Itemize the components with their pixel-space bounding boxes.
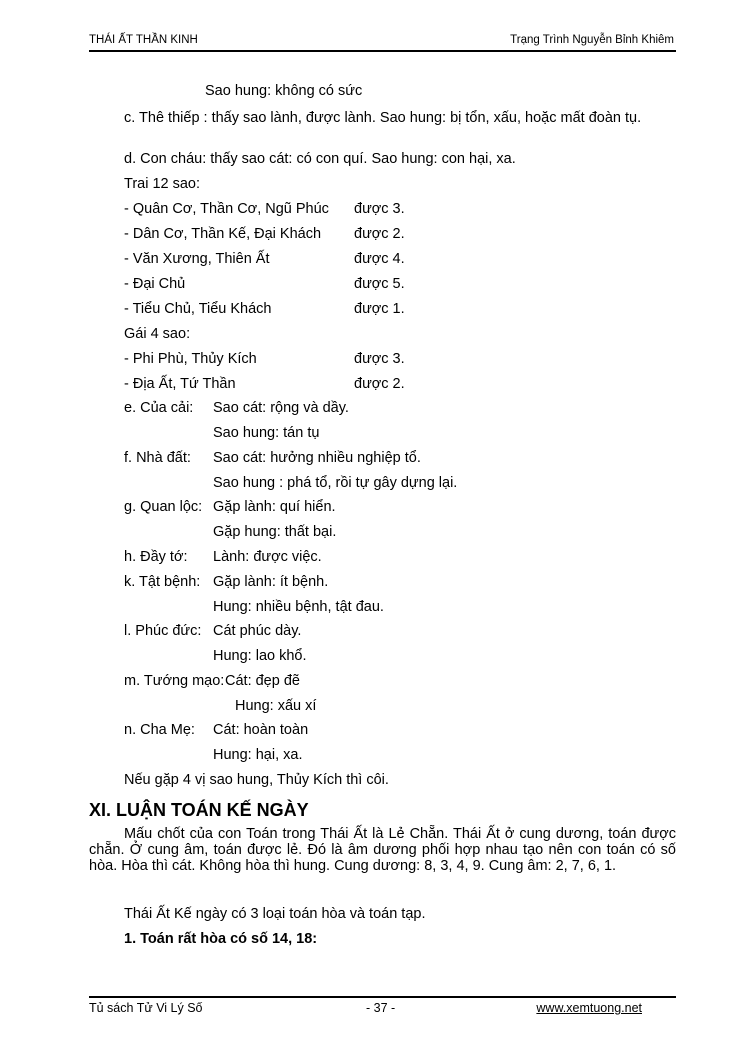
trai-row-value: được 5. (354, 276, 405, 292)
trai-row-value: được 2. (354, 226, 405, 242)
trai-row-value: được 3. (354, 201, 405, 217)
item-line: Sao hung : phá tổ, rồi tự gây dựng lại. (213, 475, 458, 491)
header-book-title: THÁI ẤT THẦN KINH (89, 34, 198, 46)
thai-at-line: Thái Ất Kế ngày có 3 loại toán hòa và toán tạp. (124, 906, 426, 922)
trai-row-name: - Dân Cơ, Thần Kế, Đại Khách (124, 226, 322, 242)
item-line: Lành: được việc. (213, 549, 322, 565)
item-label: l. Phúc đức: (124, 623, 202, 639)
trai-row-value: được 4. (354, 251, 405, 267)
item-line: Gặp lành: ít bệnh. (213, 574, 329, 590)
item-label: n. Cha Mẹ: (124, 722, 195, 738)
page-header (89, 32, 676, 52)
item-line: Gặp hung: thất bại. (213, 524, 337, 540)
item-line: Sao hung: tán tụ (213, 425, 320, 441)
item-line: Gặp lành: quí hiển. (213, 499, 336, 515)
item-line: Hung: lao khổ. (213, 648, 307, 664)
item-label: e. Của cải: (124, 400, 194, 416)
item-line: Sao cát: hưởng nhiều nghiệp tổ. (213, 450, 421, 466)
item-line: Hung: xấu xí (235, 698, 317, 714)
item-label: g. Quan lộc: (124, 499, 203, 515)
footer-series: Tủ sách Tử Vi Lý Số (89, 1001, 203, 1015)
gai-row-value: được 2. (354, 376, 405, 392)
item-line: Sao cát: rộng và dầy. (213, 400, 349, 416)
header-author: Trạng Trình Nguyễn Bỉnh Khiêm (510, 34, 674, 46)
item-line: Hung: nhiều bệnh, tật đau. (213, 599, 384, 615)
item-line: Hung: hại, xa. (213, 747, 303, 763)
paragraph-mau-chot: Mấu chốt của con Toán trong Thái Ất là Lẻ Chẵn. Thái Ất ở cung dương, toán được chẵn. Ở cung âm, toán được lẻ. Đó là âm dương phối hợp nhau tạo nên con toán có số hòa. Hòa thì cát. Không hòa thì hung. Cung dương: 8, 3, 4, 9. Cung âm: 2, 7, 6, 1. (89, 826, 676, 874)
page-footer (89, 996, 676, 1020)
trai-row-value: được 1. (354, 301, 405, 317)
item-label: m. Tướng mạo: (124, 673, 225, 689)
item-line: Cát: đẹp đẽ (225, 673, 300, 689)
con-chau-line: d. Con cháu: thấy sao cát: có con quí. Sao hung: con hại, xa. (124, 151, 516, 167)
trai-row-name: - Tiểu Chủ, Tiểu Khách (124, 301, 272, 317)
item-line: Cát phúc dày. (213, 623, 302, 639)
paragraph-the-thiep: c. Thê thiếp : thấy sao lành, được lành. Sao hung: bị tổn, xấu, hoặc mất đoàn tụ. (124, 110, 642, 126)
trai-row-name: - Văn Xương, Thiên Ất (124, 251, 270, 267)
gai-row-name: - Phi Phù, Thủy Kích (124, 351, 257, 367)
subheading: 1. Toán rất hòa có số 14, 18: (124, 931, 318, 947)
sao-hung-line: Sao hung: không có sức (205, 83, 363, 99)
gai-title: Gái 4 sao: (124, 326, 191, 342)
item-label: h. Đầy tớ: (124, 549, 188, 565)
page-number: - 37 - (366, 1001, 396, 1015)
item-label: k. Tật bệnh: (124, 574, 201, 590)
footer-website-link[interactable]: www.xemtuong.net (536, 1001, 642, 1015)
gai-row-name: - Địa Ất, Tứ Thần (124, 376, 236, 392)
item-line: Cát: hoàn toàn (213, 722, 309, 738)
neu-gap-line: Nếu gặp 4 vị sao hung, Thủy Kích thì côi. (124, 772, 389, 788)
gai-row-value: được 3. (354, 351, 405, 367)
trai-row-name: - Quân Cơ, Thần Cơ, Ngũ Phúc (124, 201, 329, 217)
section-heading: XI. LUẬN TOÁN KẾ NGÀY (89, 800, 309, 820)
trai-row-name: - Đại Chủ (124, 276, 186, 292)
item-label: f. Nhà đất: (124, 450, 191, 466)
trai-title: Trai 12 sao: (124, 176, 201, 192)
